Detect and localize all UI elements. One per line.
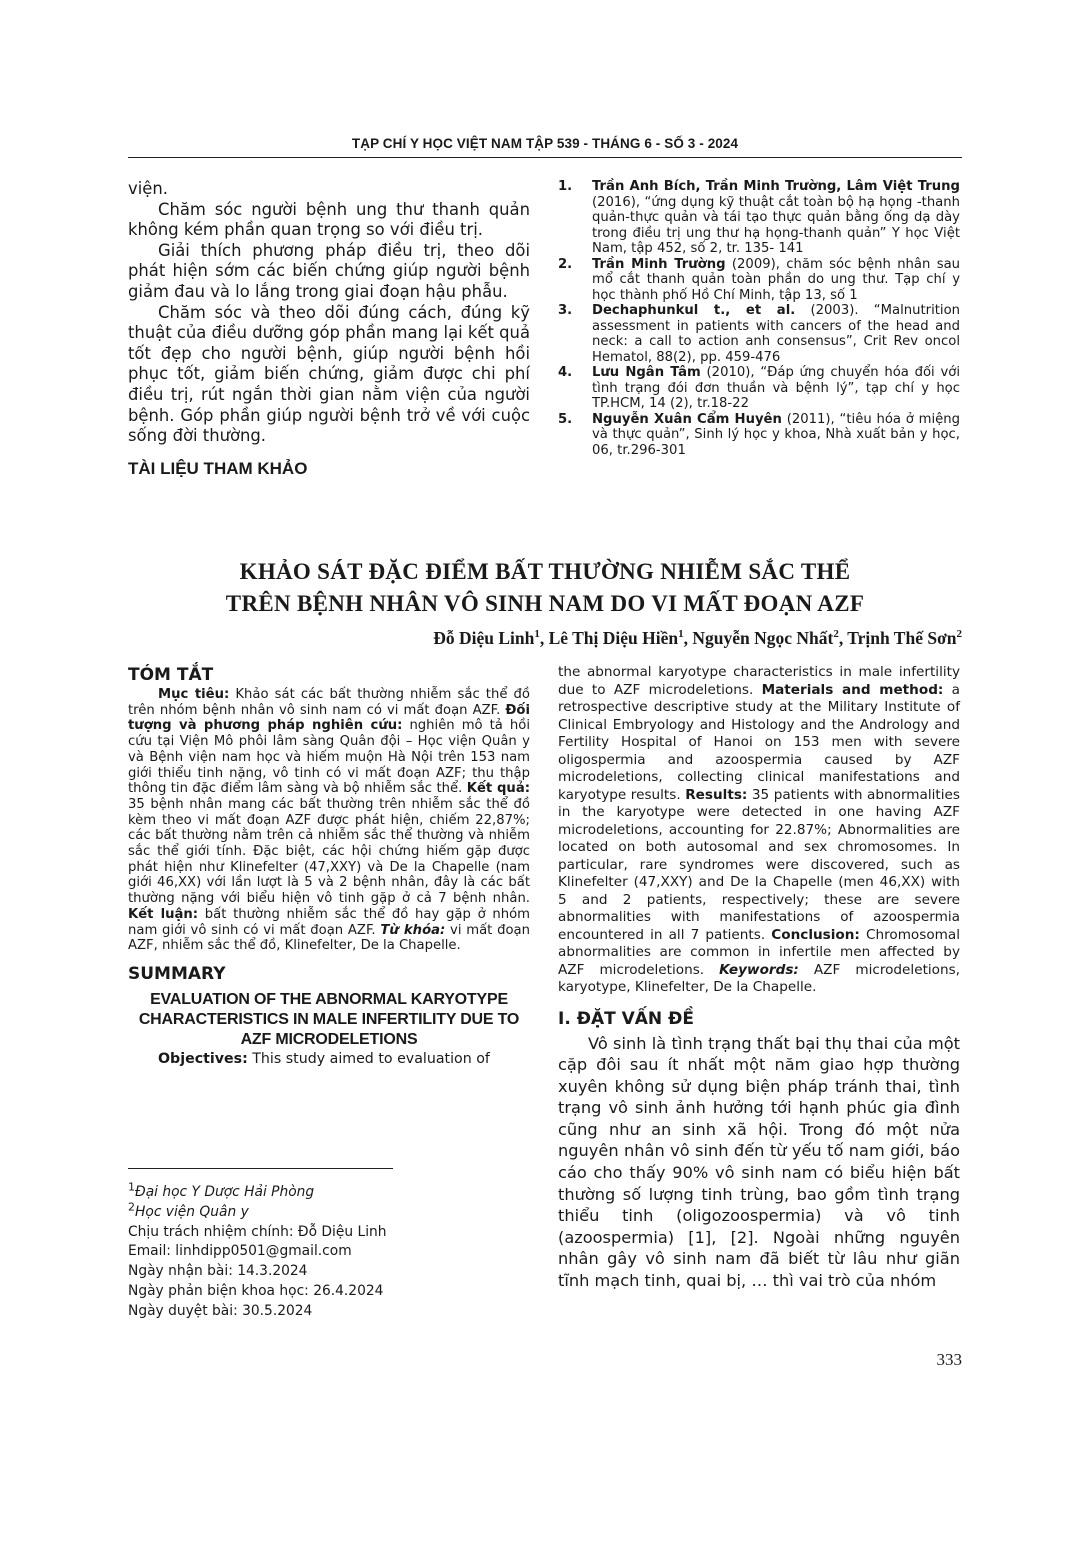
abstract-text: Khảo sát các bất thường nhiễm sắc thể đồ trên nhóm bệnh nhân vô sinh nam có vi mất đoạn AZF. <box>128 687 530 718</box>
abstract-right-column <box>558 664 960 1292</box>
affiliation-sup: 2 <box>128 1200 135 1214</box>
journal-header: TẠP CHÍ Y HỌC VIỆT NAM TẬP 539 - THÁNG 6 - SỐ 3 - 2024 <box>351 136 739 151</box>
english-abstract-continued <box>558 664 960 997</box>
reference-item <box>558 365 960 412</box>
abstract-text: bất thường nhiễm sắc thể đồ hay gặp ở nhóm nam giới vô sinh có vi mất đoạn AZF. <box>128 906 530 938</box>
abstract-text: Chromosomal abnormalities are common in infertile men affected by AZF microdeletions. <box>558 926 960 978</box>
abstract-label: Objectives: <box>158 1050 248 1067</box>
review-date: Ngày phản biện khoa học: 26.4.2024 <box>128 1282 384 1299</box>
prev-paragraph-end: viện. <box>128 179 168 198</box>
introduction-paragraph: Vô sinh là tình trạng thất bại thụ thai của một cặp đôi sau ít nhất một năm giao hợp thường xuyên không sử dụng biện pháp tránh thai, tình trạng vô sinh ảnh hưởng tới hạnh phúc gia đình cũng như an sinh xã hội. Trong đó một nửa nguyên nhân vô sinh đến từ yếu tố nam giới, báo cáo cho thấy 90% vô sinh nam có biểu hiện bất thường số lượng tinh trùng, bao gồm tình trạng thiểu tinh (oligozoospermia) và vô tinh (azoospermia) [1], [2]. Ngoài những nguyên nhân gây vô sinh nam đã biết từ lâu như giãn tĩnh mạch tinh, quai bị, … thì vai trò của nhóm <box>558 1033 960 1291</box>
responsible-author: Chịu trách nhiệm chính: Đỗ Diệu Linh <box>128 1223 387 1240</box>
page-number: 333 <box>936 1350 962 1369</box>
abstract-label: Kết quả: <box>466 781 530 797</box>
author-separator: , <box>539 628 549 648</box>
abstract-label: Conclusion: <box>771 926 860 943</box>
author-name: Lê Thị Diệu Hiền <box>548 628 679 648</box>
footnote-divider <box>128 1168 393 1169</box>
reference-authors: Trần Minh Trường <box>592 256 726 272</box>
abstract-text: 35 patients with abnormalities in the karyotype were detected in one having AZF microdeletions, accounting for 22.87%; Abnormalities are located on both autosomal and sex chromosomes. In particular, rare syndromes were discovered, such as Klinefelter (47,XXY) and De la Chapelle (men 46,XX) with 5 and 2 patients, respectively; these are severe abnormalities with manifestations of azoospermia encountered in all 7 patients. <box>558 786 960 943</box>
author-affiliation: 2 <box>833 628 839 641</box>
affiliation-text: Đại học Y Dược Hải Phòng <box>135 1184 315 1200</box>
abstract-text: nghiên mô tả hồi cứu tại Viện Mô phôi lâm sàng Quân đội – Học viện Quân y và Bệnh viện nam học và hiếm muộn Hà Nội trên 153 nam giới thiểu tinh nặng, vô tinh có vi mất đoạn AZF; thu thập thông tin đặc điểm lâm sàng và bộ nhiễm sắc thể. <box>128 718 531 797</box>
reference-number: 1. <box>558 179 573 194</box>
keywords-text: vi mất đoạn AZF, nhiễm sắc thể đồ, Klinefelter, De la Chapelle. <box>128 922 530 954</box>
author-name: Trịnh Thế Sơn <box>847 628 957 648</box>
author-name: Đỗ Diệu Linh <box>433 628 535 648</box>
author-affiliation: 2 <box>956 628 962 641</box>
accepted-date: Ngày duyệt bài: 30.5.2024 <box>128 1302 313 1319</box>
abstract-label: Mục tiêu: <box>158 687 230 702</box>
affiliation-note <box>128 1180 530 1203</box>
author-separator: , <box>683 628 693 648</box>
reference-authors: Trần Anh Bích, Trần Minh Trường, Lâm Việt Trung <box>592 179 960 194</box>
affiliation-note <box>128 1200 530 1223</box>
author-list <box>433 628 962 649</box>
abstract-label: Đối tượng và phương pháp nghiên cứu: <box>128 702 530 734</box>
references-heading: TÀI LIỆU THAM KHẢO <box>128 458 308 478</box>
prev-article-left-column <box>128 179 530 479</box>
reference-item <box>558 412 960 459</box>
author-separator: , <box>838 628 848 648</box>
affiliation-sup: 1 <box>128 1180 135 1194</box>
author-affiliation: 1 <box>678 628 684 641</box>
received-date: Ngày nhận bài: 14.3.2024 <box>128 1263 308 1280</box>
prev-paragraph: Chăm sóc người bệnh ung thư thanh quản không kém phần quan trọng so với điều trị. <box>128 199 530 240</box>
vietnamese-abstract <box>128 687 530 954</box>
abstract-label: Results: <box>685 786 748 803</box>
reference-text: (2011), “tiêu hóa ở miệng và thực quản”, Sinh lý học y khoa, Nhà xuất bản y học, 06, tr.296-301 <box>592 411 960 458</box>
keywords-text: AZF microdeletions, karyotype, Klinefelter, De la Chapelle. <box>558 961 961 995</box>
summary-title: EVALUATION OF THE ABNORMAL KARYOTYPE CHARACTERISTICS IN MALE INFERTILITY DUE TO AZF MICRODELETIONS <box>138 990 520 1048</box>
abstract-left-column <box>128 665 530 1068</box>
summary-heading: SUMMARY <box>128 963 226 984</box>
keywords-label: Keywords: <box>719 961 799 978</box>
reference-text: (2010), “Đáp ứng chuyển hóa đối với tình trạng đói đơn thuần và bệnh lý”, tạp chí y học TP.HCM, 14 (2), tr.18-22 <box>592 365 960 411</box>
english-abstract-start <box>128 1050 530 1068</box>
abstract-text: This study aimed to evaluation of <box>247 1050 490 1067</box>
reference-item <box>558 179 960 257</box>
author-name: Nguyễn Ngọc Nhất <box>692 628 834 648</box>
introduction-heading: I. ĐẶT VẤN ĐỀ <box>558 1008 694 1029</box>
reference-authors: Nguyễn Xuân Cẩm Huyên <box>592 411 782 427</box>
article-title-line: TRÊN BỆNH NHÂN VÔ SINH NAM DO VI MẤT ĐOẠN AZF <box>225 591 865 616</box>
references-list <box>558 179 960 458</box>
reference-number: 4. <box>558 365 573 380</box>
prev-paragraph: Giải thích phương pháp điều trị, theo dõi phát hiện sớm các biến chứng giúp người bệnh giảm đau và lo lắng trong giai đoạn hậu phẫu. <box>128 240 530 301</box>
header-divider <box>128 157 962 158</box>
abstract-label: Materials and method: <box>761 681 944 698</box>
reference-number: 5. <box>558 411 573 427</box>
reference-number: 3. <box>558 303 573 318</box>
footnotes <box>128 1180 530 1322</box>
affiliation-text: Học viện Quân y <box>135 1203 249 1220</box>
tomtat-heading: TÓM TẮT <box>128 665 214 685</box>
reference-authors: Lưu Ngân Tâm <box>592 365 701 380</box>
reference-authors: Dechaphunkul t., et al. <box>592 303 796 318</box>
contact-email: Email: linhdipp0501@gmail.com <box>128 1243 352 1260</box>
keywords-label: Từ khóa: <box>380 922 446 938</box>
abstract-text: 35 bệnh nhân mang các bất thường trên nhiễm sắc thể đồ kèm theo vi mất đoạn AZF được phát hiện, chiếm 22,87%; các bất thường nằm trên cả nhiễm sắc thể thường và nhiễm sắc thể giới tính. Đặc biệt, các hội chứng hiếm gặp được phát hiện như Klinefelter (47,XXY) và De la Chapelle (nam giới 46,XX) với lần lượt là 5 và 2 bệnh nhân, đây là các bất thường nặng với biểu hiện vô tinh gặp ở cả 7 bệnh nhân. <box>128 796 530 907</box>
abstract-text: a retrospective descriptive study at the Military Institute of Clinical Embryology and Histology and the Andrology and Fertility Hospital of Hanoi on 153 men with severe oligospermia and azoospermia caused by AZF microdeletions, collecting clinical manifestations and karyotype results. <box>558 681 960 803</box>
reference-text: (2003). “Malnutrition assessment in patients with cancers of the head and neck: a call to action anh consensus”, Crit Rev oncol Hematol, 88(2), pp. 459-476 <box>592 303 960 365</box>
reference-text: (2016), “ứng dụng kỹ thuật cắt toàn bộ hạ họng -thanh quản-thực quản và tái tạo thực quản bằng ống dạ dày trong điều trị ung thư hạ họng-thanh quản” Y học Việt Nam, tập 452, số 2, tr. 135- 141 <box>592 194 960 256</box>
abstract-label: Kết luận: <box>128 906 199 922</box>
abstract-text: the abnormal karyotype characteristics in male infertility due to AZF microdeletions. <box>558 664 960 698</box>
reference-item <box>558 303 960 365</box>
author-affiliation: 1 <box>534 628 540 641</box>
reference-number: 2. <box>558 256 573 272</box>
article-title-line: KHẢO SÁT ĐẶC ĐIỂM BẤT THƯỜNG NHIỄM SẮC THỂ <box>239 559 851 584</box>
reference-text: (2009), chăm sóc bệnh nhân sau mổ cắt thanh quản toàn phần do ung thư. Tạp chí y học thành phố Hồ Chí Minh, tập 13, số 1 <box>592 256 961 303</box>
reference-item <box>558 257 960 304</box>
prev-paragraph: Chăm sóc và theo dõi đúng cách, đúng kỹ thuật của điều dưỡng góp phần mang lại kết quả tốt đẹp cho người bệnh, giúp người bệnh hồi phục tốt, giảm biến chứng, giảm được chi phí điều trị, rút ngắn thời gian nằm viện của người bệnh. Góp phần giúp người bệnh trở về với cuộc sống đời thường. <box>128 302 530 446</box>
